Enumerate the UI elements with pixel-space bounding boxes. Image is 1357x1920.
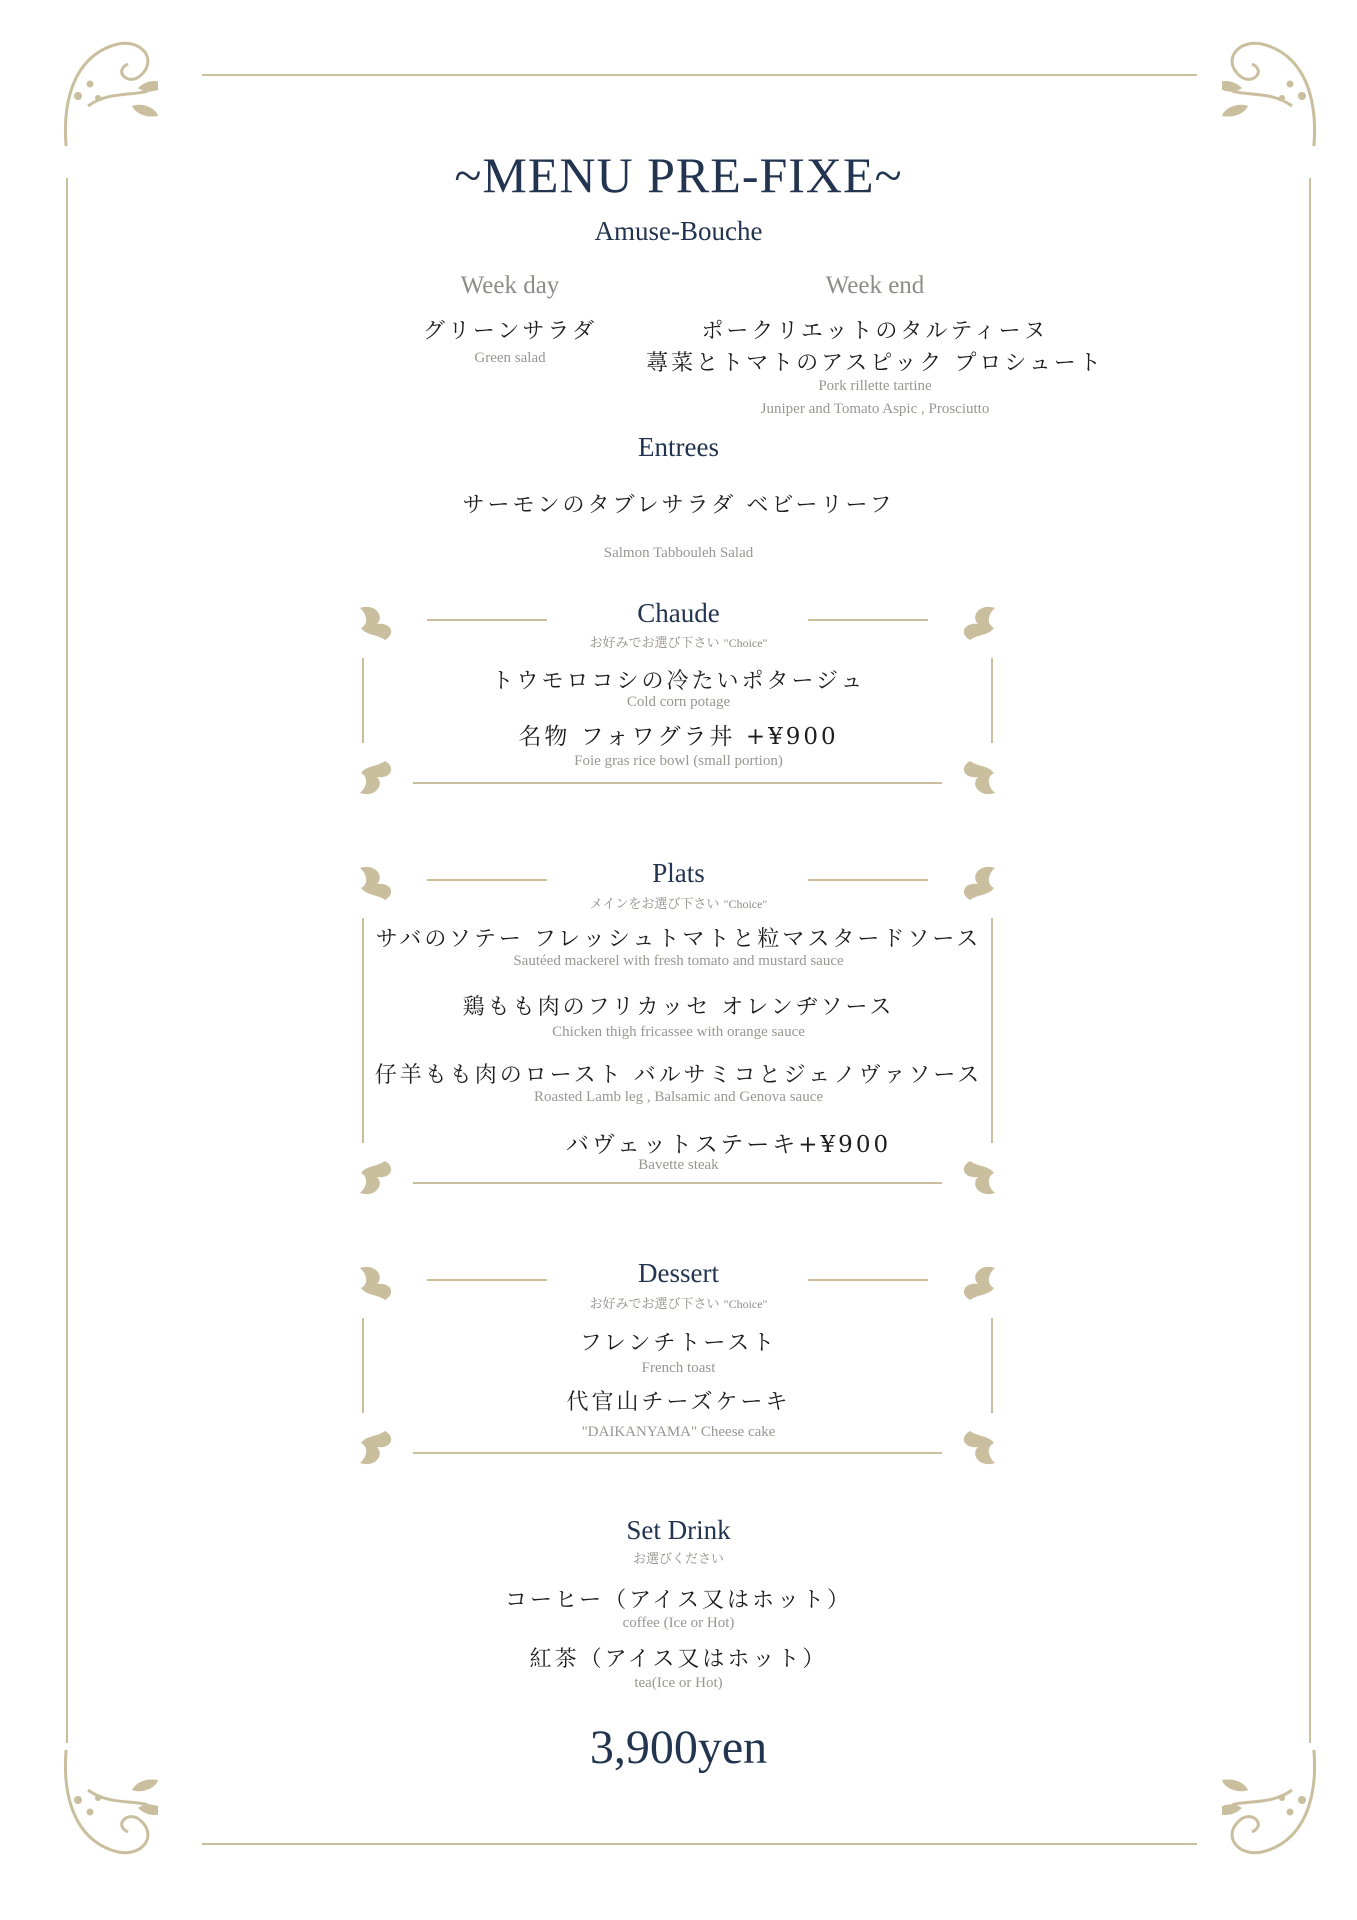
weekend-dish-en-2: Juniper and Tomato Aspic , Prosciutto [760,401,990,417]
menu-price: 3,900yen [589,1721,768,1774]
plats-item-3-jp: 仔羊もも肉のロースト バルサミコとジェノヴァソース [374,1063,983,1088]
weekend-dish-jp-1: ポークリエットのタルティーヌ [701,319,1049,344]
drink-item-2-jp: 紅茶（アイス又はホット） [529,1647,828,1672]
weekend-dish-en-1: Pork rillette tartine [818,378,932,394]
dessert-item-2-jp: 代官山チーズケーキ [566,1390,791,1415]
plats-choice-note [0,893,1357,912]
set-drink-note: お選びください [632,1552,724,1567]
plats-item-4-en: Bavette steak [638,1157,719,1173]
entrees-dish-jp: サーモンのタブレサラダ ベビーリーフ [462,493,895,518]
chaude-item-1-jp: トウモロコシの冷たいポタージュ [491,669,866,694]
corner-ornament-top-left [48,36,158,146]
entrees-heading: Entrees [638,432,719,462]
dessert-item-1-en: French toast [641,1360,716,1376]
amuse-bouche-heading: Amuse-Bouche [594,216,763,246]
drink-item-1-jp: コーヒー（アイス又はホット） [505,1588,852,1613]
plats-item-3-en: Roasted Lamb leg , Balsamic and Genova sauce [533,1089,824,1105]
weekday-label: Week day [460,272,560,299]
chaude-heading: Chaude [637,598,720,628]
weekday-dish-en: Green salad [474,350,546,366]
frame-top-line [202,74,1197,76]
plats-item-4-jp: バヴェットステーキ+¥900 [565,1132,892,1158]
plats-item-1-jp: サバのソテー フレッシュトマトと粒マスタードソース [375,927,982,952]
chaude-choice-jp: お好みでお選び下さい [589,636,720,651]
chaude-choice-en: "Choice" [723,636,768,650]
dessert-choice-note [0,1293,1357,1312]
plats-choice-en: "Choice" [723,897,768,911]
chaude-choice-note [0,632,1357,651]
drink-item-2-en: tea(Ice or Hot) [634,1675,723,1691]
dessert-choice-en: "Choice" [723,1297,768,1311]
plats-heading: Plats [652,858,705,888]
chaude-item-2-jp: 名物 フォワグラ丼 +¥900 [518,724,839,750]
entrees-dish-en: Salmon Tabbouleh Salad [603,545,754,561]
dessert-choice-jp: お好みでお選び下さい [589,1297,720,1312]
drink-item-1-en: coffee (Ice or Hot) [622,1615,735,1631]
weekend-dish-jp-2: 蕁菜とトマトのアスピック プロシュート [646,351,1104,376]
dessert-item-2-en: "DAIKANYAMA" Cheese cake [581,1424,776,1440]
set-drink-heading: Set Drink [626,1515,731,1545]
weekend-label: Week end [825,272,925,299]
menu-title: ~MENU PRE-FIXE~ [454,147,903,203]
corner-ornament-top-right [1222,36,1332,146]
plats-choice-jp: メインをお選び下さい [589,897,720,912]
weekday-dish-jp: グリーンサラダ [422,319,598,344]
plats-item-2-jp: 鶏もも肉のフリカッセ オレンヂソース [462,995,895,1020]
chaude-item-1-en: Cold corn potage [626,694,731,710]
frame-bottom-line [202,1843,1197,1845]
plats-item-1-en: Sautéed mackerel with fresh tomato and mustard sauce [513,953,844,969]
chaude-item-2-en: Foie gras rice bowl (small portion) [574,753,783,769]
dessert-item-1-jp: フレンチトースト [579,1331,778,1356]
plats-item-2-en: Chicken thigh fricassee with orange sauce [552,1024,805,1040]
dessert-heading: Dessert [638,1258,719,1288]
